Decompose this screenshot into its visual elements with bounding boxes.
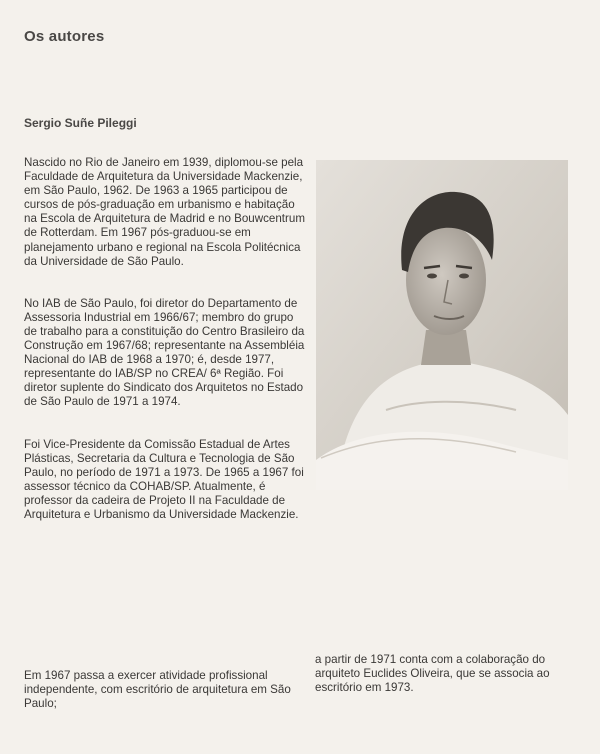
author-portrait-image — [316, 160, 568, 490]
bio-paragraph-4-left: Em 1967 passa a exercer atividade profissional independente, com escritório de arquitetura em São Paulo; — [24, 669, 291, 711]
bio-paragraph-4-right: a partir de 1971 conta com a colaboração do arquiteto Euclides Oliveira, que se associa ao escritório em 1973. — [315, 653, 550, 695]
author-photo — [316, 160, 568, 490]
page-title: Os autores — [24, 28, 105, 45]
bio-paragraph-1: Nascido no Rio de Janeiro em 1939, diplomou-se pela Faculdade de Arquitetura da Universidade Mackenzie, em São Paulo, 1962. De 1963 a 1965 participou de cursos de pós-graduação em urbanismo e habitação na Escola de Arquitetura de Madrid e no Bouwcentrum de Rotterdam. Em 1967 pós-graduou-se em planejamento urbano e regional na Escola Politécnica da Universidade de São Paulo. — [24, 156, 305, 268]
bio-paragraph-2: No IAB de São Paulo, foi diretor do Departamento de Assessoria Industrial em 1966/67; membro do grupo de trabalho para a constituição do Centro Brasileiro da Construção em 1967/68; representante na Assembléia Nacional do IAB de 1968 a 1970; é, desde 1977, representante do IAB/SP no CREA/ 6ª Região. Foi diretor suplente do Sindicato dos Arquitetos no Estado de São Paulo de 1971 a 1974. — [24, 296, 305, 409]
author-name: Sergio Suñe Pileggi — [24, 116, 137, 130]
author-bio — [24, 156, 306, 550]
bio-paragraph-3: Foi Vice-Presidente da Comissão Estadual de Artes Plásticas, Secretaria da Cultura e Tecnologia de São Paulo, no período de 1971 a 1973. De 1965 a 1967 foi assessor técnico da COHAB/SP. Atualmente, é professor da cadeira de Projeto II na Faculdade de Arquitetura e Urbanismo da Universidade Mackenzie. — [24, 437, 304, 521]
